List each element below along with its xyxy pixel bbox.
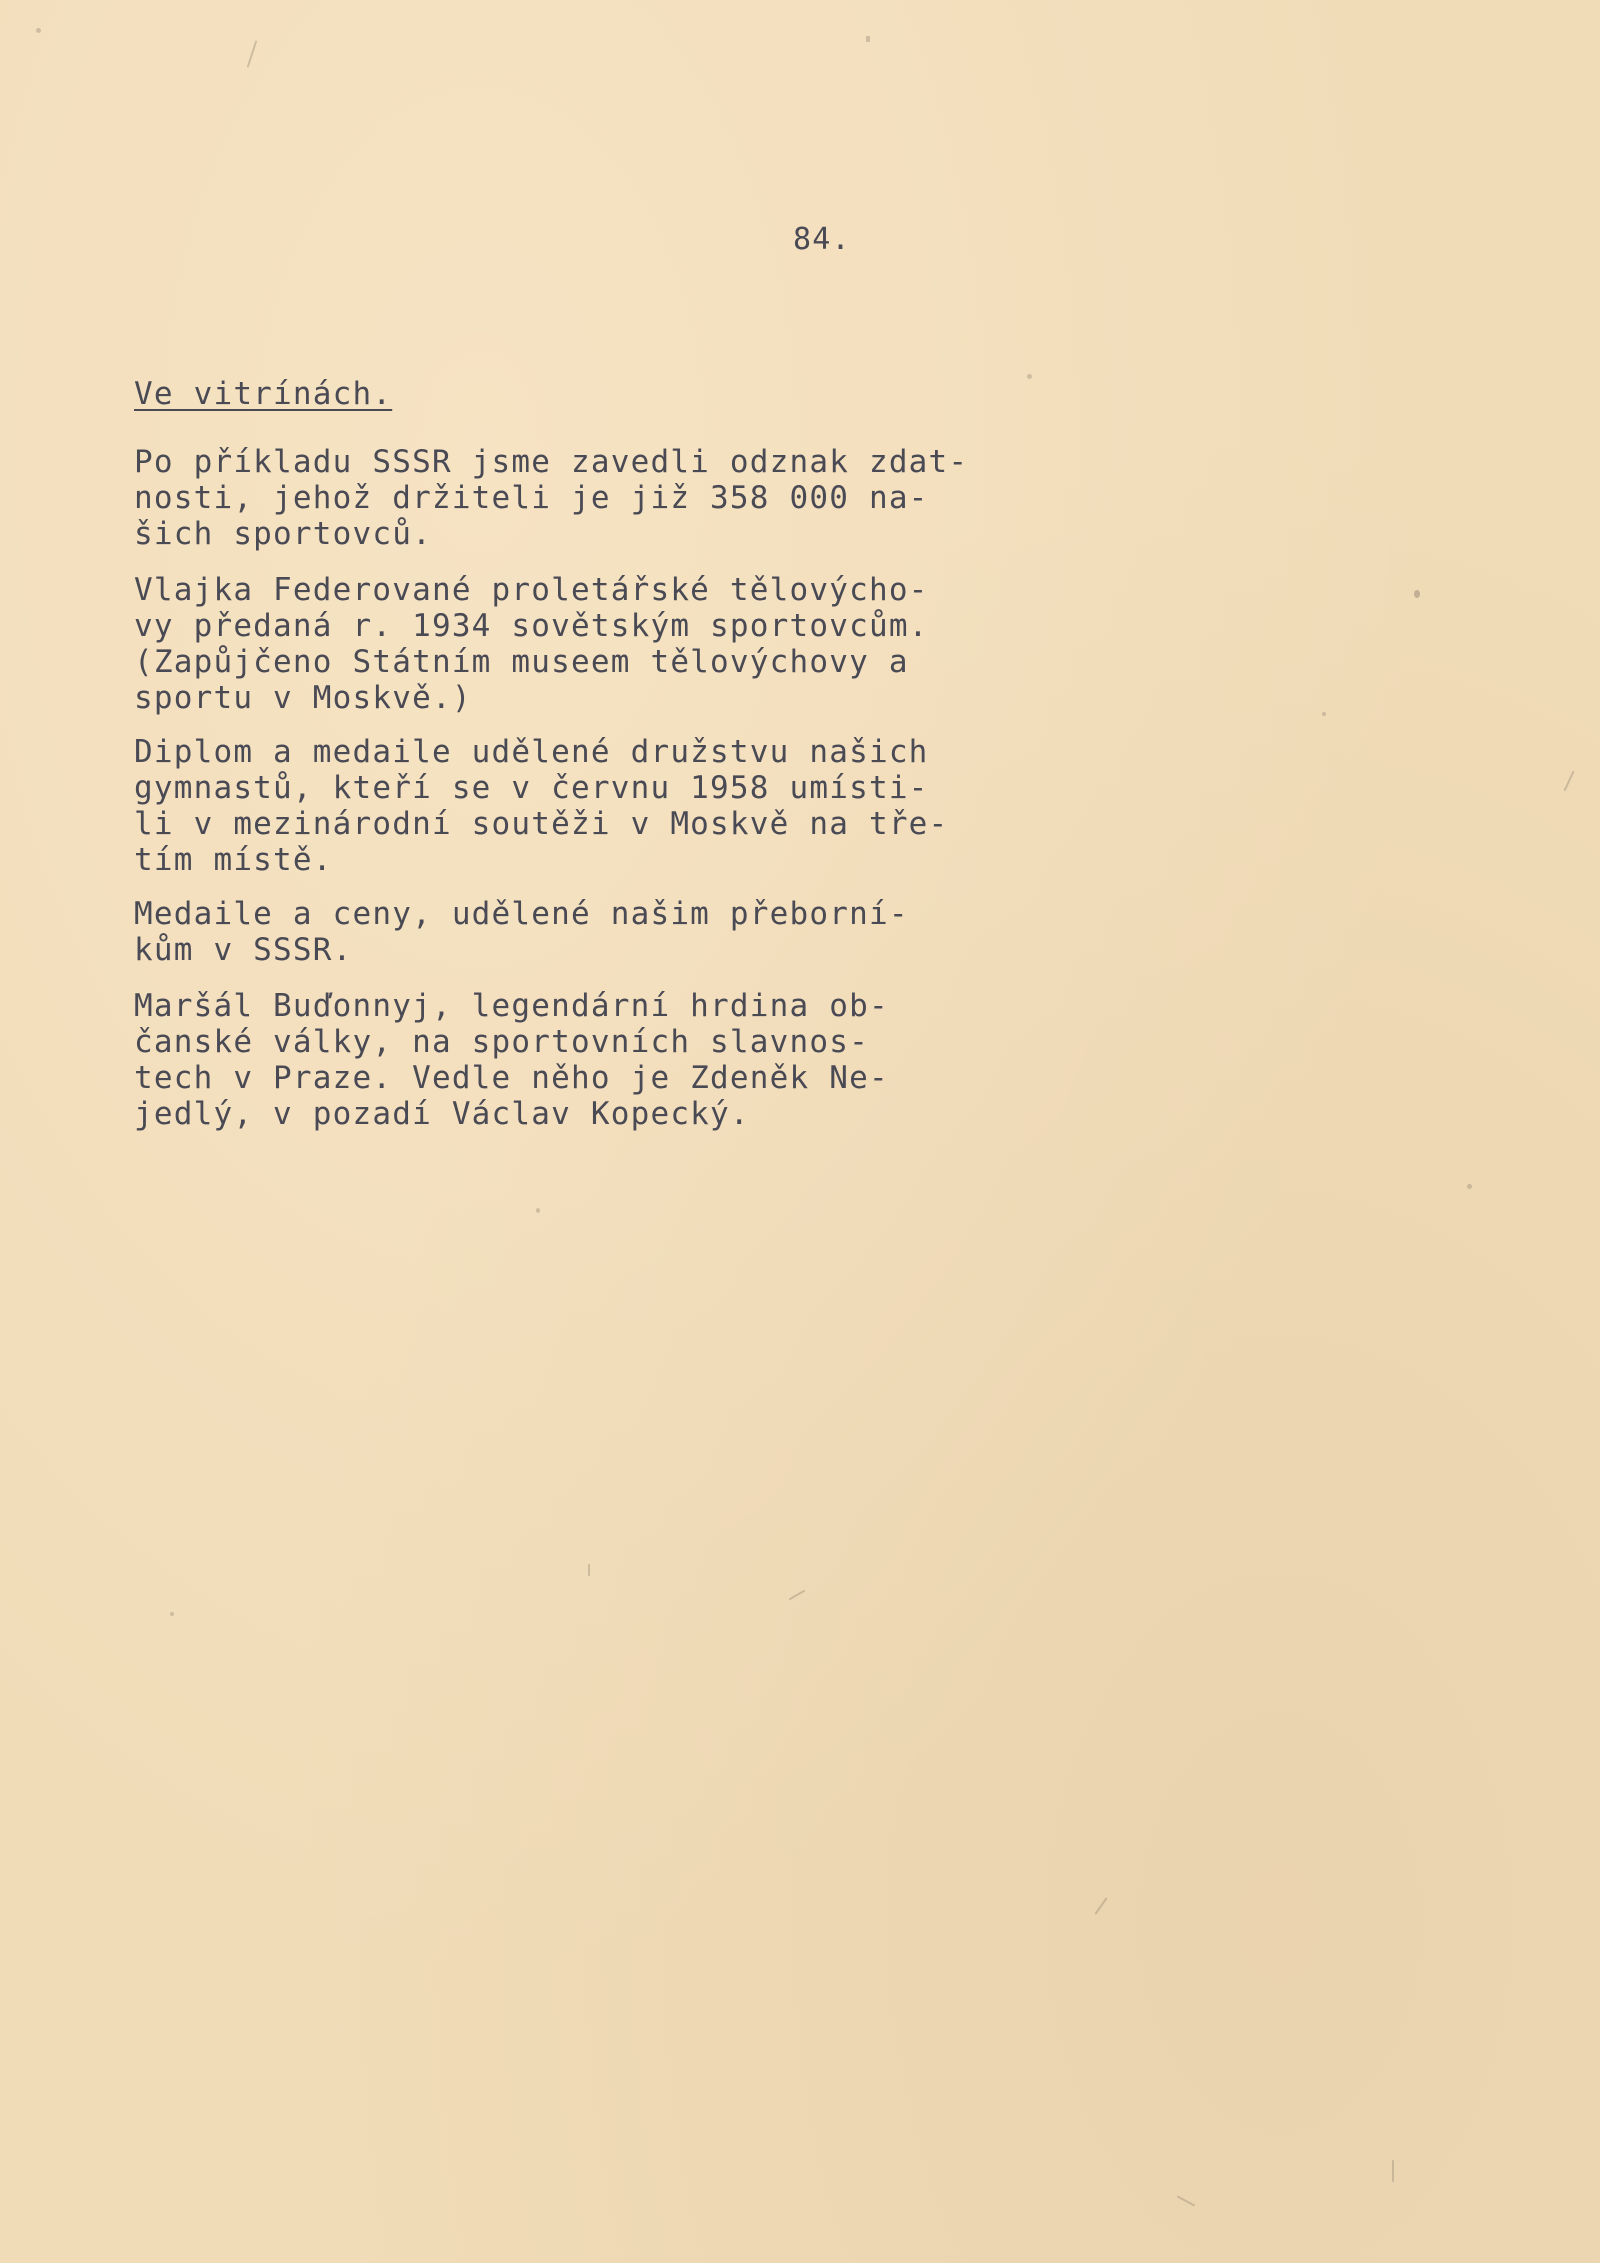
text-line: sportu v Moskvě.) <box>134 680 472 716</box>
paper-speck <box>866 36 870 42</box>
text-line: vy předaná r. 1934 sovětským sportovcům. <box>134 608 929 644</box>
paragraph-budonnyj <box>134 988 994 1132</box>
paper-speck <box>1094 1897 1107 1915</box>
text-line: kům v SSSR. <box>134 932 353 968</box>
text-line: Diplom a medaile udělené družstvu našich <box>134 734 929 770</box>
page-number: 84. <box>793 222 851 257</box>
text-line: li v mezinárodní soutěži v Moskvě na tře- <box>134 806 949 842</box>
paper-speck <box>1467 1184 1472 1189</box>
text-line: Maršál Buďonnyj, legendární hrdina ob- <box>134 988 889 1024</box>
paper-speck <box>1322 712 1326 716</box>
text-line: (Zapůjčeno Státním museem tělovýchovy a <box>134 644 909 680</box>
text-line: gymnastů, kteří se v červnu 1958 umísti- <box>134 770 929 806</box>
paper-speck <box>1563 771 1574 792</box>
paper-speck <box>1027 374 1032 379</box>
paragraph-flag <box>134 572 994 716</box>
text-line: Medaile a ceny, udělené našim přeborní- <box>134 896 909 932</box>
text-line: jedlý, v pozadí Václav Kopecký. <box>134 1096 750 1132</box>
paper-speck <box>588 1564 590 1576</box>
paper-speck <box>1414 590 1420 598</box>
paper-speck <box>170 1612 174 1616</box>
text-line: šich sportovců. <box>134 516 432 552</box>
text-line: Vlajka Federované proletářské tělovýcho- <box>134 572 929 608</box>
text-line: Po příkladu SSSR jsme zavedli odznak zdat- <box>134 444 969 480</box>
paper-speck <box>536 1208 540 1213</box>
paragraph-medals <box>134 896 994 968</box>
paper-speck <box>789 1590 806 1601</box>
paper-speck <box>247 40 258 67</box>
paragraph-diploma <box>134 734 994 878</box>
text-line: čanské války, na sportovních slavnos- <box>134 1024 869 1060</box>
paper-speck <box>36 28 41 33</box>
paper-speck <box>1392 2160 1394 2182</box>
text-line: tech v Praze. Vedle něho je Zdeněk Ne- <box>134 1060 889 1096</box>
paper-speck <box>1177 2195 1196 2206</box>
section-heading: Ve vitrínách. <box>134 376 393 412</box>
paragraph-badge <box>134 444 994 552</box>
text-line: tím místě. <box>134 842 333 878</box>
text-line: nosti, jehož držiteli je již 358 000 na- <box>134 480 929 516</box>
